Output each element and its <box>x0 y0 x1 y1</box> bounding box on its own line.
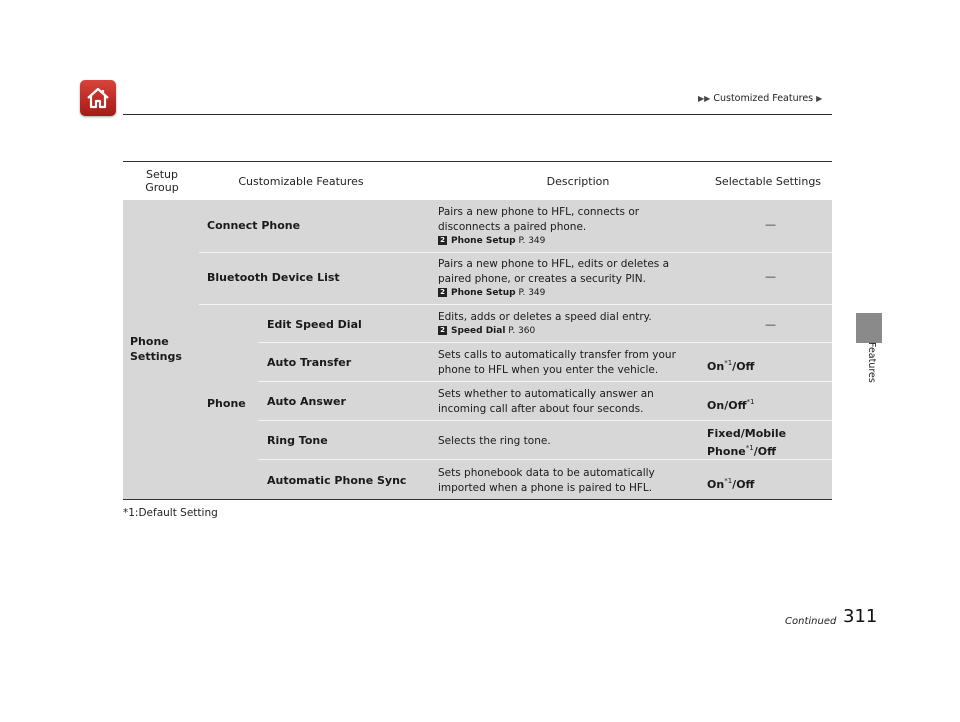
feature-edit-speed-dial: Edit Speed Dial <box>267 318 362 331</box>
cross-reference-link[interactable]: 2 Phone Setup P. 349 <box>438 235 693 248</box>
table-bottom-rule <box>123 499 832 500</box>
home-button[interactable] <box>80 80 116 116</box>
feature-connect-phone: Connect Phone <box>207 219 301 232</box>
section-tab-label: Features <box>866 342 877 383</box>
cross-reference-link[interactable]: 2 Phone Setup P. 349 <box>438 287 693 300</box>
description-edit-speed-dial: Edits, adds or deletes a speed dial entry. 2 Speed Dial P. 360 <box>438 310 693 338</box>
header-rule <box>123 114 832 115</box>
description-ring-tone: Selects the ring tone. <box>438 435 551 447</box>
description-auto-transfer: Sets calls to automatically transfer from your phone to HFL when you enter the vehicle. <box>438 349 676 376</box>
col-header-settings: Selectable Settings <box>714 174 822 188</box>
row-divider <box>258 459 832 460</box>
feature-auto-answer: Auto Answer <box>267 395 346 408</box>
feature-bluetooth-device-list: Bluetooth Device List <box>207 271 340 284</box>
setup-group-label: Phone Settings <box>130 335 182 363</box>
row-divider <box>199 304 832 305</box>
ref-arrow-icon: 2 <box>438 236 447 245</box>
setting-automatic-phone-sync: On$^{*1}$/Off <box>707 477 755 491</box>
description-auto-answer: Sets whether to automatically answer an incoming call after about four seconds. <box>438 388 654 415</box>
cross-reference-link[interactable]: 2 Speed Dial P. 360 <box>438 325 693 338</box>
subgroup-label: Phone <box>207 397 246 410</box>
setting-edit-speed-dial: — <box>765 318 776 331</box>
ref-arrow-icon: 2 <box>438 288 447 297</box>
description-bluetooth-device-list: Pairs a new phone to HFL, edits or deletes a paired phone, or creates a security PIN. 2 Phone Setup P. 349 <box>438 257 693 300</box>
continued-label: Continued <box>785 616 837 627</box>
breadcrumb[interactable] <box>698 93 822 104</box>
row-divider <box>258 420 832 421</box>
setting-bluetooth-device-list: — <box>765 270 776 283</box>
col-header-features: Customizable Features <box>238 174 364 188</box>
section-tab-label-box <box>853 336 887 388</box>
row-divider <box>258 342 832 343</box>
chevron-right-icon: ▶▶ <box>698 94 711 103</box>
ref-arrow-icon: 2 <box>438 326 447 335</box>
page-number: 311 <box>843 606 878 627</box>
home-icon <box>84 84 112 112</box>
feature-ring-tone: Ring Tone <box>267 434 328 447</box>
setting-connect-phone: — <box>765 218 776 231</box>
row-divider <box>199 252 832 253</box>
setting-ring-tone: Fixed/Mobile Phone$^{*1}$/Off <box>707 427 787 458</box>
description-connect-phone: Pairs a new phone to HFL, connects or disconnects a paired phone. 2 Phone Setup P. 349 <box>438 205 693 248</box>
row-divider <box>258 381 832 382</box>
chevron-right-icon: ▶ <box>816 94 823 103</box>
breadcrumb-label: Customized Features <box>713 93 814 104</box>
col-header-description: Description <box>546 174 610 188</box>
setting-auto-transfer: On$^{*1}$/Off <box>707 359 755 373</box>
feature-auto-transfer: Auto Transfer <box>267 356 352 369</box>
table-header <box>123 161 832 201</box>
footnote: *1:Default Setting <box>123 507 218 519</box>
col-header-setup-group: Setup Group <box>145 168 179 194</box>
setting-auto-answer: On/Off$^{*1}$ <box>707 398 755 412</box>
description-automatic-phone-sync: Sets phonebook data to be automatically imported when a phone is paired to HFL. <box>438 467 655 494</box>
feature-automatic-phone-sync: Automatic Phone Sync <box>267 474 407 487</box>
